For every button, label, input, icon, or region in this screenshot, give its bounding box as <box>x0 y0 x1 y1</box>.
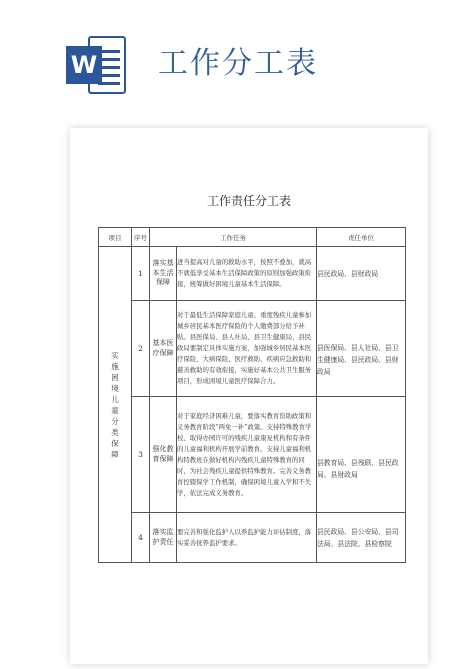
row-item: 落实基本生活保障 <box>150 247 177 301</box>
category-cell: 实施困境儿童分类保障 <box>99 247 132 563</box>
row-item: 落实监护责任 <box>150 513 177 563</box>
table-row <box>99 513 406 563</box>
row-responsible: 县民政局、县财政局 <box>317 247 406 301</box>
word-icon <box>66 34 128 98</box>
document-title: 工作责任分工表 <box>206 194 291 208</box>
row-item: 基本医疗保障 <box>150 301 177 397</box>
row-number: 2 <box>132 301 150 397</box>
column-header-project: 项目 <box>99 228 132 247</box>
row-number: 1 <box>132 247 150 301</box>
table-header-row <box>99 228 406 247</box>
row-task: 进当提高对儿童的救助水平，按照不叠加，就高不就低享受基本生活保障政策的原则加强政策衔接，统筹做好困境儿童基本生活保障。 <box>177 247 317 301</box>
duty-table <box>98 227 406 563</box>
row-number: 4 <box>132 513 150 563</box>
page-title: 工作分工表 <box>158 46 318 81</box>
row-task: 对于最低生活保障家庭儿童、重度残疾儿童参加城乡居民基本医疗保险的个人缴费部分给予补贴。县医保局、县人社局、县卫生健康局、县民政局要制定具体实施方案，加强城乡居民基本医疗保险、大病保险、医疗救助、疾病应急救助和慈善救助的有效衔接，实施好基本公共卫生服务项目，形成困境儿童医疗保障合力。 <box>177 301 317 397</box>
row-task: 要完善和强化监护人以养监护能力评估制度，落实妥善抚养监护要求。 <box>177 513 317 563</box>
column-header-number: 序号 <box>132 228 150 247</box>
column-header-task: 工作任务 <box>150 228 317 247</box>
row-number: 3 <box>132 397 150 513</box>
table-row <box>99 301 406 397</box>
row-item: 强化教育保障 <box>150 397 177 513</box>
table-row <box>99 397 406 513</box>
document-page <box>70 128 428 664</box>
column-header-responsible: 责任单位 <box>317 228 406 247</box>
row-responsible: 县医保局、县人社局、县卫生健康局、县民政局、县财政局 <box>317 301 406 397</box>
word-letter: W <box>66 46 102 84</box>
header <box>0 0 474 118</box>
table-row <box>99 247 406 301</box>
row-responsible: 县民政局、县公安局、县司法局、县法院、县检察院 <box>317 513 406 563</box>
row-responsible: 县教育局、县残联、县民政局、县财政局 <box>317 397 406 513</box>
row-task: 对于家庭经济困难儿童，要落实教育资助政策和义务教育阶段“两免一补”政策。支持特殊教育学校、取得办园许可的残疾儿童康复机构和有条件的儿童福利机构开展学前教育。支持儿童福利机构特教班在做好机构内残疾儿童特殊教育的同时，为社会残疾儿童提供特殊教育。完善义务教育控辍保学工作机制，确保困境儿童入学和不失学，依法完成义务教育。 <box>177 397 317 513</box>
